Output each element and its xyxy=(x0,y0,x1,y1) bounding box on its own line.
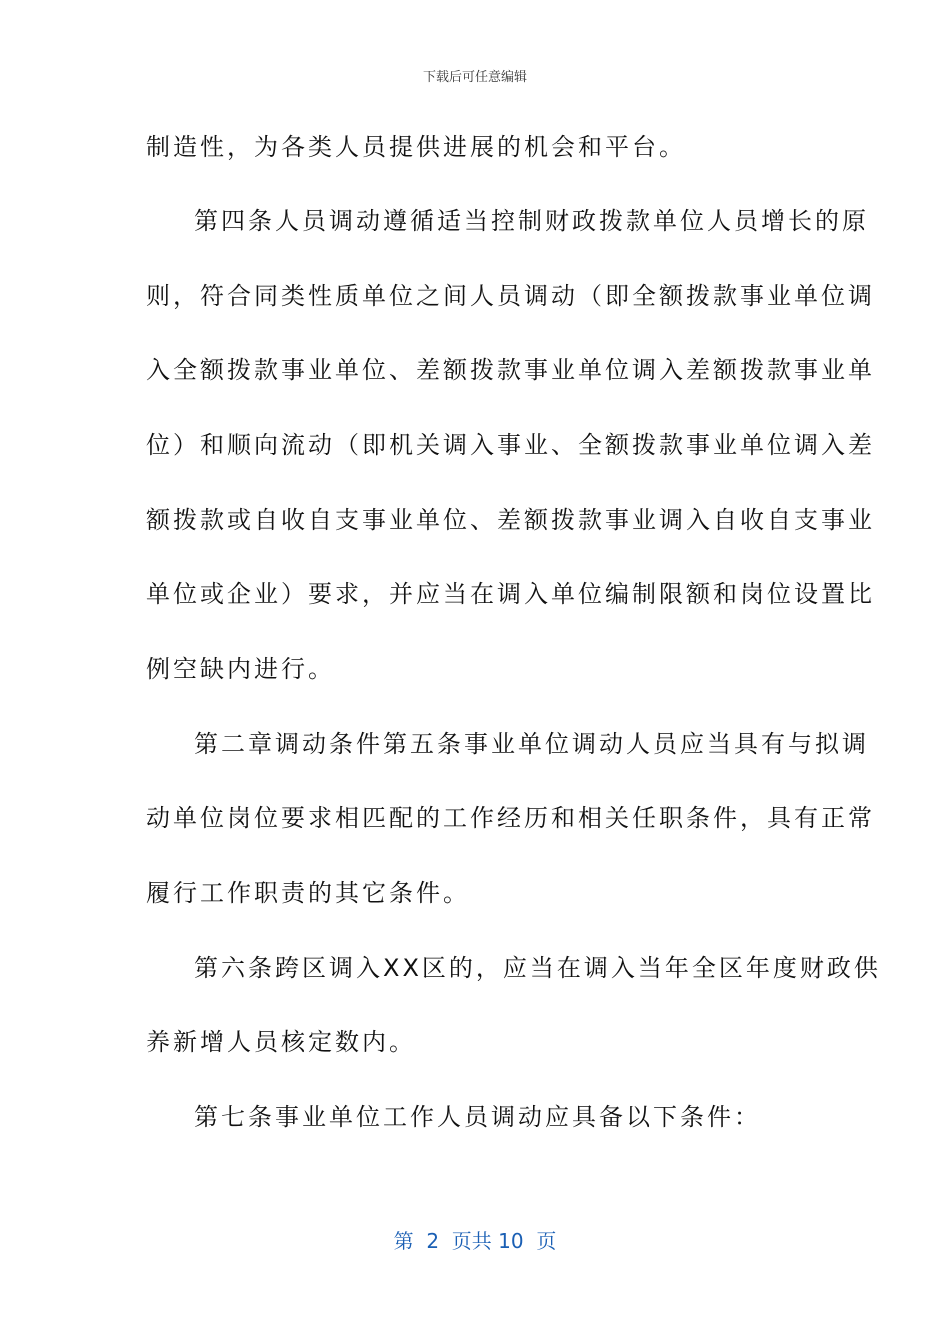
paragraph-first-line: 第二章调动条件第五条事业单位调动人员应当具有与拟调 xyxy=(194,730,869,758)
text-line: 单位或企业）要求，并应当在调入单位编制限额和岗位设置比 xyxy=(146,580,875,608)
text-line: 履行工作职责的其它条件。 xyxy=(146,879,470,907)
text-line: 则，符合同类性质单位之间人员调动（即全额拨款事业单位调 xyxy=(146,282,875,310)
text-line: 额拨款或自收自支事业单位、差额拨款事业调入自收自支事业 xyxy=(146,506,875,534)
text-line: 位）和顺向流动（即机关调入事业、全额拨款事业单位调入差 xyxy=(146,431,875,459)
paragraph-first-line: 第四条人员调动遵循适当控制财政拨款单位人员增长的原 xyxy=(194,207,869,235)
paragraph-first-line: 第六条跨区调入XX区的，应当在调入当年全区年度财政供 xyxy=(194,954,881,982)
text-line: 入全额拨款事业单位、差额拨款事业单位调入差额拨款事业单 xyxy=(146,356,875,384)
text-line: 动单位岗位要求相匹配的工作经历和相关任职条件，具有正常 xyxy=(146,804,875,832)
page-header: 下载后可任意编辑 xyxy=(422,70,527,85)
page-number-footer: 第 2 页共 10 页 xyxy=(393,1229,557,1253)
text-line: 制造性，为各类人员提供进展的机会和平台。 xyxy=(146,133,686,161)
text-line: 养新增人员核定数内。 xyxy=(146,1028,416,1056)
text-line: 例空缺内进行。 xyxy=(146,655,335,683)
paragraph-first-line: 第七条事业单位工作人员调动应具备以下条件： xyxy=(194,1103,761,1131)
